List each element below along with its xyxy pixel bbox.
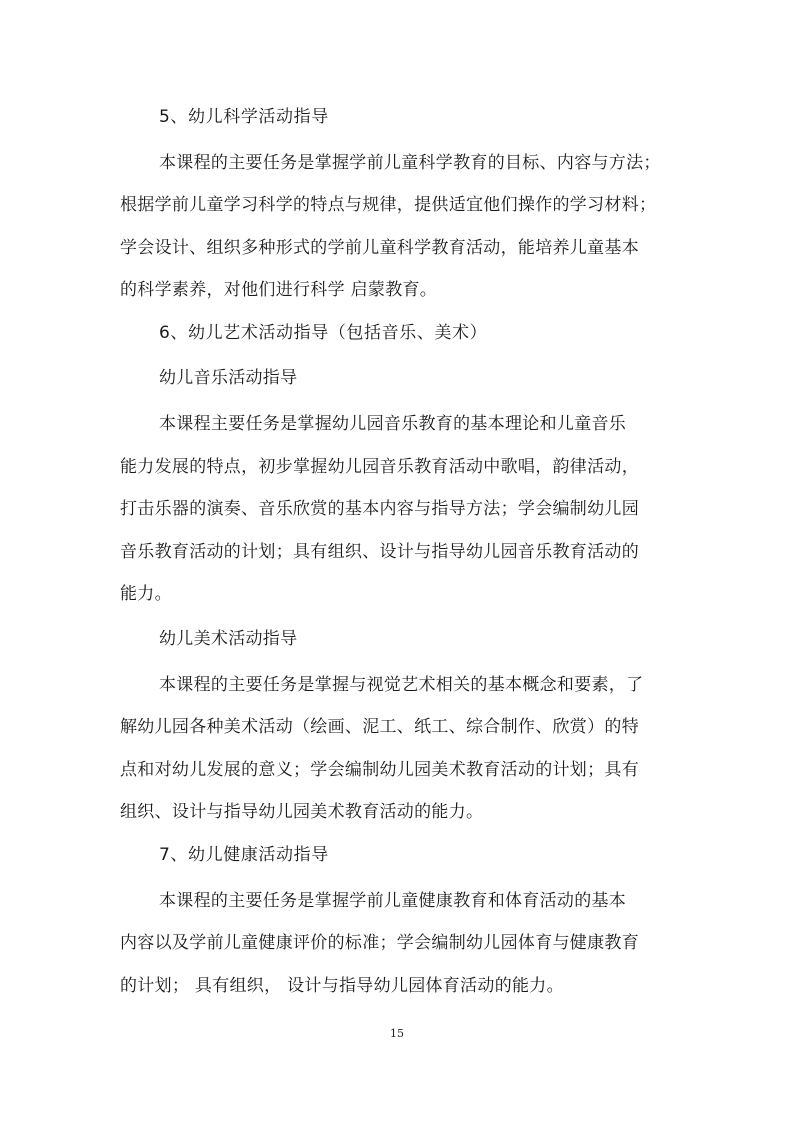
section-heading-5: 5、幼儿科学活动指导: [159, 107, 329, 127]
subsection-heading-art: 幼儿美术活动指导: [159, 629, 298, 649]
paragraph-line: 解幼儿园各种美术活动（绘画、泥工、纸工、综合制作、欣赏）的特: [120, 717, 639, 737]
paragraph-line: 能力发展的特点，初步掌握幼儿园音乐教育活动中歌唱，韵律活动，: [120, 457, 639, 477]
paragraph-line: 本课程的主要任务是掌握与视觉艺术相关的基本概念和要素，了: [159, 675, 644, 695]
paragraph-line: 点和对幼儿发展的意义；学会编制幼儿园美术教育活动的计划；具有: [120, 760, 639, 780]
paragraph-line: 音乐教育活动的计划；具有组织、设计与指导幼儿园音乐教育活动的: [120, 542, 639, 562]
paragraph-line: 本课程的主要任务是掌握学前儿童科学教育的目标、内容与方法；: [159, 153, 661, 173]
paragraph-line: 的科学素养，对他们进行科学 启蒙教育。: [120, 280, 438, 300]
paragraph-line: 打击乐器的演奏、音乐欣赏的基本内容与指导方法；学会编制幼儿园: [120, 499, 639, 519]
paragraph-line: 能力。: [120, 584, 172, 604]
page-number: 15: [390, 1027, 404, 1040]
paragraph-line: 的计划； 具有组织， 设计与指导幼儿园体育活动的能力。: [120, 976, 564, 996]
paragraph-line: 根据学前儿童学习科学的特点与规律，提供适宜他们操作的学习材料；: [120, 195, 657, 215]
section-heading-6: 6、幼儿艺术活动指导（包括音乐、美术）: [159, 323, 488, 343]
section-heading-7: 7、幼儿健康活动指导: [159, 845, 329, 865]
paragraph-line: 学会设计、组织多种形式的学前儿童科学教育活动，能培养儿童基本: [120, 238, 639, 258]
subsection-heading-music: 幼儿音乐活动指导: [159, 368, 298, 388]
paragraph-line: 组织、设计与指导幼儿园美术教育活动的能力。: [120, 802, 484, 822]
paragraph-line: 内容以及学前儿童健康评价的标准；学会编制幼儿园体育与健康教育: [120, 933, 639, 953]
paragraph-line: 本课程的主要任务是掌握学前儿童健康教育和体育活动的基本: [159, 891, 627, 911]
paragraph-line: 本课程主要任务是掌握幼儿园音乐教育的基本理论和儿童音乐: [159, 414, 627, 434]
